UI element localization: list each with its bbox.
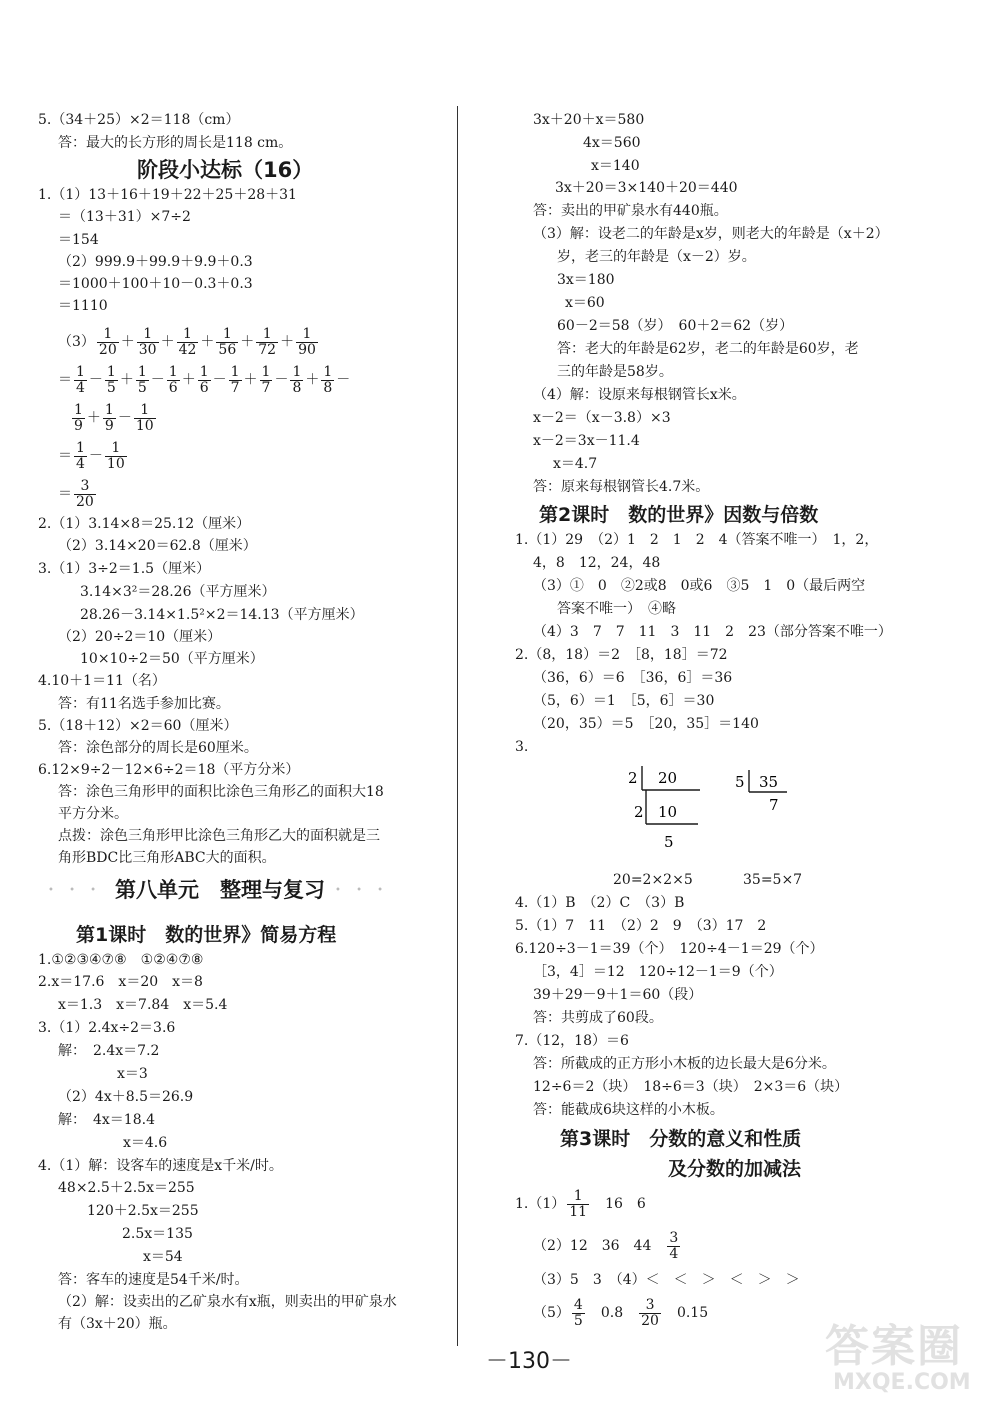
answer-line: 6.120÷3－1＝39（个） 120÷4－1＝29（个） bbox=[515, 941, 824, 957]
answer-line: 3. bbox=[515, 739, 529, 755]
answer-line: x－2＝（x－3.8）×3 bbox=[533, 410, 671, 426]
answer-line: x＝54 bbox=[143, 1249, 183, 1265]
short-division-20 bbox=[620, 764, 720, 854]
lesson-subtitle: 及分数的加减法 bbox=[668, 1158, 802, 1180]
answer-line: 答：能截成6块这样的小木板。 bbox=[533, 1102, 724, 1118]
hint-line: 角形BDC比三角形ABC大的面积。 bbox=[58, 850, 276, 866]
factorization: 20=2×2×5 bbox=[613, 872, 693, 888]
dividend: 35 bbox=[759, 773, 779, 791]
fraction: $\frac{1}{56}$ bbox=[218, 325, 237, 358]
hint-line: 点拨：涂色三角形甲比涂色三角形乙大的面积就是三 bbox=[58, 828, 380, 844]
answer-line: 2.5x＝135 bbox=[122, 1226, 193, 1242]
quotient: 10 bbox=[658, 803, 678, 821]
answer-line: （5） $\frac{4}{5}$ 0.8 $\frac{3}{20}$ 0.15 bbox=[533, 1296, 709, 1329]
answer-line: 12÷6＝2（块） 18÷6＝3（块） 2×3＝6（块） bbox=[533, 1079, 849, 1095]
answer-line: 10×10÷2＝50（平方厘米） bbox=[80, 651, 264, 667]
decorative-dots: • • • bbox=[48, 885, 103, 896]
section-title: 阶段小达标（16） bbox=[137, 158, 314, 182]
answer-line: 2.（1）3.14×8＝25.12（厘米） bbox=[38, 516, 251, 532]
answer-line: x＝140 bbox=[591, 158, 640, 174]
answer-line: 6.12×9÷2－12×6÷2＝18（平方分米） bbox=[38, 762, 300, 778]
answer-line: （20，35）＝5 ［20，35］＝140 bbox=[533, 716, 759, 732]
divisor: 2 bbox=[634, 803, 644, 821]
answer-line: x＝3 bbox=[117, 1066, 148, 1082]
answer-line: x＝60 bbox=[565, 295, 605, 311]
answer-line: 4x＝560 bbox=[583, 135, 641, 151]
answer-line: x＝1.3 x＝7.84 x＝5.4 bbox=[58, 997, 228, 1013]
fraction: $\frac{1}{72}$ bbox=[258, 325, 277, 358]
answer-line: ＝154 bbox=[58, 232, 99, 248]
answer-line: 答：客车的速度是54千米/时。 bbox=[58, 1272, 249, 1288]
answer-line: 答：涂色三角形甲的面积比涂色三角形乙的面积大18 bbox=[58, 784, 384, 800]
column-divider bbox=[457, 106, 458, 1346]
answer-line: 48×2.5＋2.5x＝255 bbox=[58, 1180, 195, 1196]
answer-line: 答：涂色部分的周长是60厘米。 bbox=[58, 740, 258, 756]
answer-line: （2）解：设卖出的乙矿泉水有x瓶，则卖出的甲矿泉水 bbox=[58, 1294, 397, 1310]
answer-line: 答：原来每根钢管长4.7米。 bbox=[533, 479, 710, 495]
answer-line: ＝1000＋100＋10－0.3＋0.3 bbox=[58, 276, 253, 292]
answer-line: 1.①②③④⑦⑧ ①②④⑦⑧ bbox=[38, 952, 204, 968]
answer-line: （2）12 36 44 $\frac{3}{4}$ bbox=[533, 1229, 679, 1262]
fraction-expression: ＝ $\frac{3}{20}$ bbox=[58, 477, 94, 510]
answer-line: （4）3 7 7 11 3 11 2 23（部分答案不唯一） bbox=[533, 624, 892, 640]
answer-line: 1.（1）13＋16＋19＋22＋25＋28＋31 bbox=[38, 187, 297, 203]
divisor: 2 bbox=[628, 769, 638, 787]
divisor: 5 bbox=[735, 773, 745, 791]
answer-line: 岁，老三的年龄是（x－2）岁。 bbox=[557, 249, 756, 265]
answer-line: x＝4.6 bbox=[123, 1135, 168, 1151]
fraction-expression: （3） $\frac{1}{20}$ ＋ $\frac{1}{30}$ ＋ $\frac{1}{42}$ ＋ $\frac{1}{56}$ ＋ $\frac{1}{72}$ ＋ $\frac{1}{90}$ bbox=[58, 325, 316, 358]
watermark-url: MXQE.COM bbox=[833, 1370, 971, 1395]
answer-line: （2）4x＋8.5＝26.9 bbox=[58, 1089, 194, 1105]
answer-line: （36，6）＝6 ［36，6］＝36 bbox=[533, 670, 733, 686]
answer-line: 3.（1）2.4x÷2＝3.6 bbox=[38, 1020, 176, 1036]
answer-line: （4）解：设原来每根钢管长x米。 bbox=[533, 387, 746, 403]
answer-line: （5，6）＝1 ［5，6］＝30 bbox=[533, 693, 715, 709]
quotient: 5 bbox=[664, 833, 674, 851]
answer-line: ＝1110 bbox=[58, 298, 108, 314]
answer-line: x＝4.7 bbox=[553, 456, 598, 472]
answer-line: 三的年龄是58岁。 bbox=[557, 364, 673, 380]
fraction-expression: ＝ $\frac{1}{4}$ － $\frac{1}{5}$ ＋ $\frac{1}{5}$ － $\frac{1}{6}$ ＋ $\frac{1}{6}$ － $\frac{1}{7}$ ＋ $\frac{1}{7}$ － $\frac{1}{8}$ ＋ $\frac{1}{8}$ － bbox=[58, 363, 351, 396]
answer-line: 3x＋20＋x＝580 bbox=[533, 112, 645, 128]
answer-line: 有（3x＋20）瓶。 bbox=[58, 1316, 177, 1332]
answer-line: 答：卖出的甲矿泉水有440瓶。 bbox=[533, 203, 728, 219]
answer-line: 4.（1）B （2）C （3）B bbox=[515, 895, 685, 911]
watermark-logo bbox=[825, 1310, 985, 1400]
answer-line: 1.（1）29 （2）1 2 1 2 4（答案不唯一） 1，2， bbox=[515, 532, 879, 548]
fraction: $\frac{1}{90}$ bbox=[298, 325, 316, 358]
dividend: 20 bbox=[658, 769, 678, 787]
unit-title: 第八单元 整理与复习 bbox=[115, 878, 325, 902]
fraction-expression: ＝ $\frac{1}{4}$ － $\frac{1}{10}$ bbox=[58, 439, 125, 472]
answer-line: 1.（1） $\frac{1}{11}$ 16 6 bbox=[515, 1187, 646, 1220]
lesson-title: 第2课时 数的世界》因数与倍数 bbox=[539, 504, 819, 526]
answer-line: 3.（1）3÷2＝1.5（厘米） bbox=[38, 561, 211, 577]
fraction: $\frac{1}{20}$ bbox=[98, 325, 117, 358]
answer-line: 28.26－3.14×1.5²×2＝14.13（平方厘米） bbox=[80, 607, 364, 623]
answer-line: ＝（13＋31）×7÷2 bbox=[58, 209, 191, 225]
answer-line: 答：有11名选手参加比赛。 bbox=[58, 696, 230, 712]
answer-line: 答：所截成的正方形小木板的边长最大是6分米。 bbox=[533, 1056, 836, 1072]
answer-line: （2）3.14×20＝62.8（厘米） bbox=[58, 538, 257, 554]
answer-line: （2）20÷2＝10（厘米） bbox=[58, 629, 222, 645]
answer-line: 2.（8，18）＝2 ［8，18］＝72 bbox=[515, 647, 728, 663]
page-number: －130－ bbox=[486, 1349, 572, 1374]
fraction-expression: $\frac{1}{9}$ ＋ $\frac{1}{9}$ － $\frac{1}{10}$ bbox=[74, 401, 154, 434]
answer-line: （3）① 0 ②2或8 0或6 ③5 1 0（最后两空 bbox=[533, 578, 866, 594]
lesson-title: 第3课时 分数的意义和性质 bbox=[560, 1128, 802, 1150]
answer-line: 120＋2.5x＝255 bbox=[87, 1203, 199, 1219]
answer-line: x－2＝3x－11.4 bbox=[533, 433, 640, 449]
answer-line: 5.（34＋25）×2＝118（cm） bbox=[38, 112, 240, 128]
answer-line: 3.14×3²＝28.26（平方厘米） bbox=[80, 584, 276, 600]
lesson-title: 第1课时 数的世界》简易方程 bbox=[76, 924, 337, 946]
answer-line: 7.（12，18）＝6 bbox=[515, 1033, 629, 1049]
answer-line: 2.x＝17.6 x＝20 x＝8 bbox=[38, 974, 203, 990]
answer-line: 4，8 12，24，48 bbox=[533, 555, 661, 571]
answer-line: 解： 4x＝18.4 bbox=[58, 1112, 155, 1128]
short-division-35 bbox=[733, 764, 803, 824]
answer-line: （3）解：设老二的年龄是x岁，则老大的年龄是（x＋2） bbox=[533, 226, 889, 242]
answer-line: 答：最大的长方形的周长是118 cm。 bbox=[58, 135, 293, 151]
factorization: 35=5×7 bbox=[743, 872, 803, 888]
answer-line: 60－2＝58（岁） 60＋2＝62（岁） bbox=[557, 318, 794, 334]
answer-line: 3x＋20＝3×140＋20＝440 bbox=[555, 180, 738, 196]
answer-line: 平方分米。 bbox=[58, 806, 128, 822]
answer-line: 3x＝180 bbox=[557, 272, 615, 288]
answer-line: （3）5 3 （4）＜ ＜ ＞ ＜ ＞ ＞ bbox=[533, 1272, 800, 1288]
answer-line: 4.（1）解：设客车的速度是x千米/时。 bbox=[38, 1158, 283, 1174]
answer-line: （2）999.9＋99.9＋9.9＋0.3 bbox=[58, 254, 253, 270]
answer-line: 解： 2.4x＝7.2 bbox=[58, 1043, 160, 1059]
answer-line: 39＋29－9＋1＝60（段） bbox=[533, 987, 703, 1003]
answer-line: 5.（1）7 11 （2）2 9 （3）17 2 bbox=[515, 918, 767, 934]
answer-line: 答：老大的年龄是62岁，老二的年龄是60岁，老 bbox=[557, 341, 859, 357]
answer-line: ［3，4］＝12 120÷12－1＝9（个） bbox=[533, 964, 783, 980]
answer-line: 答案不唯一） ④略 bbox=[557, 601, 676, 617]
quotient: 7 bbox=[769, 796, 779, 814]
answer-line: 4.10＋1＝11（名） bbox=[38, 673, 166, 689]
answer-line: 答：共剪成了60段。 bbox=[533, 1010, 663, 1026]
fraction: $\frac{1}{42}$ bbox=[178, 325, 197, 358]
watermark-text: 答案圈 bbox=[825, 1321, 963, 1372]
fraction: $\frac{1}{30}$ bbox=[138, 325, 157, 358]
item-label: （3） bbox=[58, 334, 95, 350]
answer-line: 5.（18＋12）×2＝60（厘米） bbox=[38, 718, 238, 734]
decorative-dots: • • • bbox=[335, 885, 390, 896]
